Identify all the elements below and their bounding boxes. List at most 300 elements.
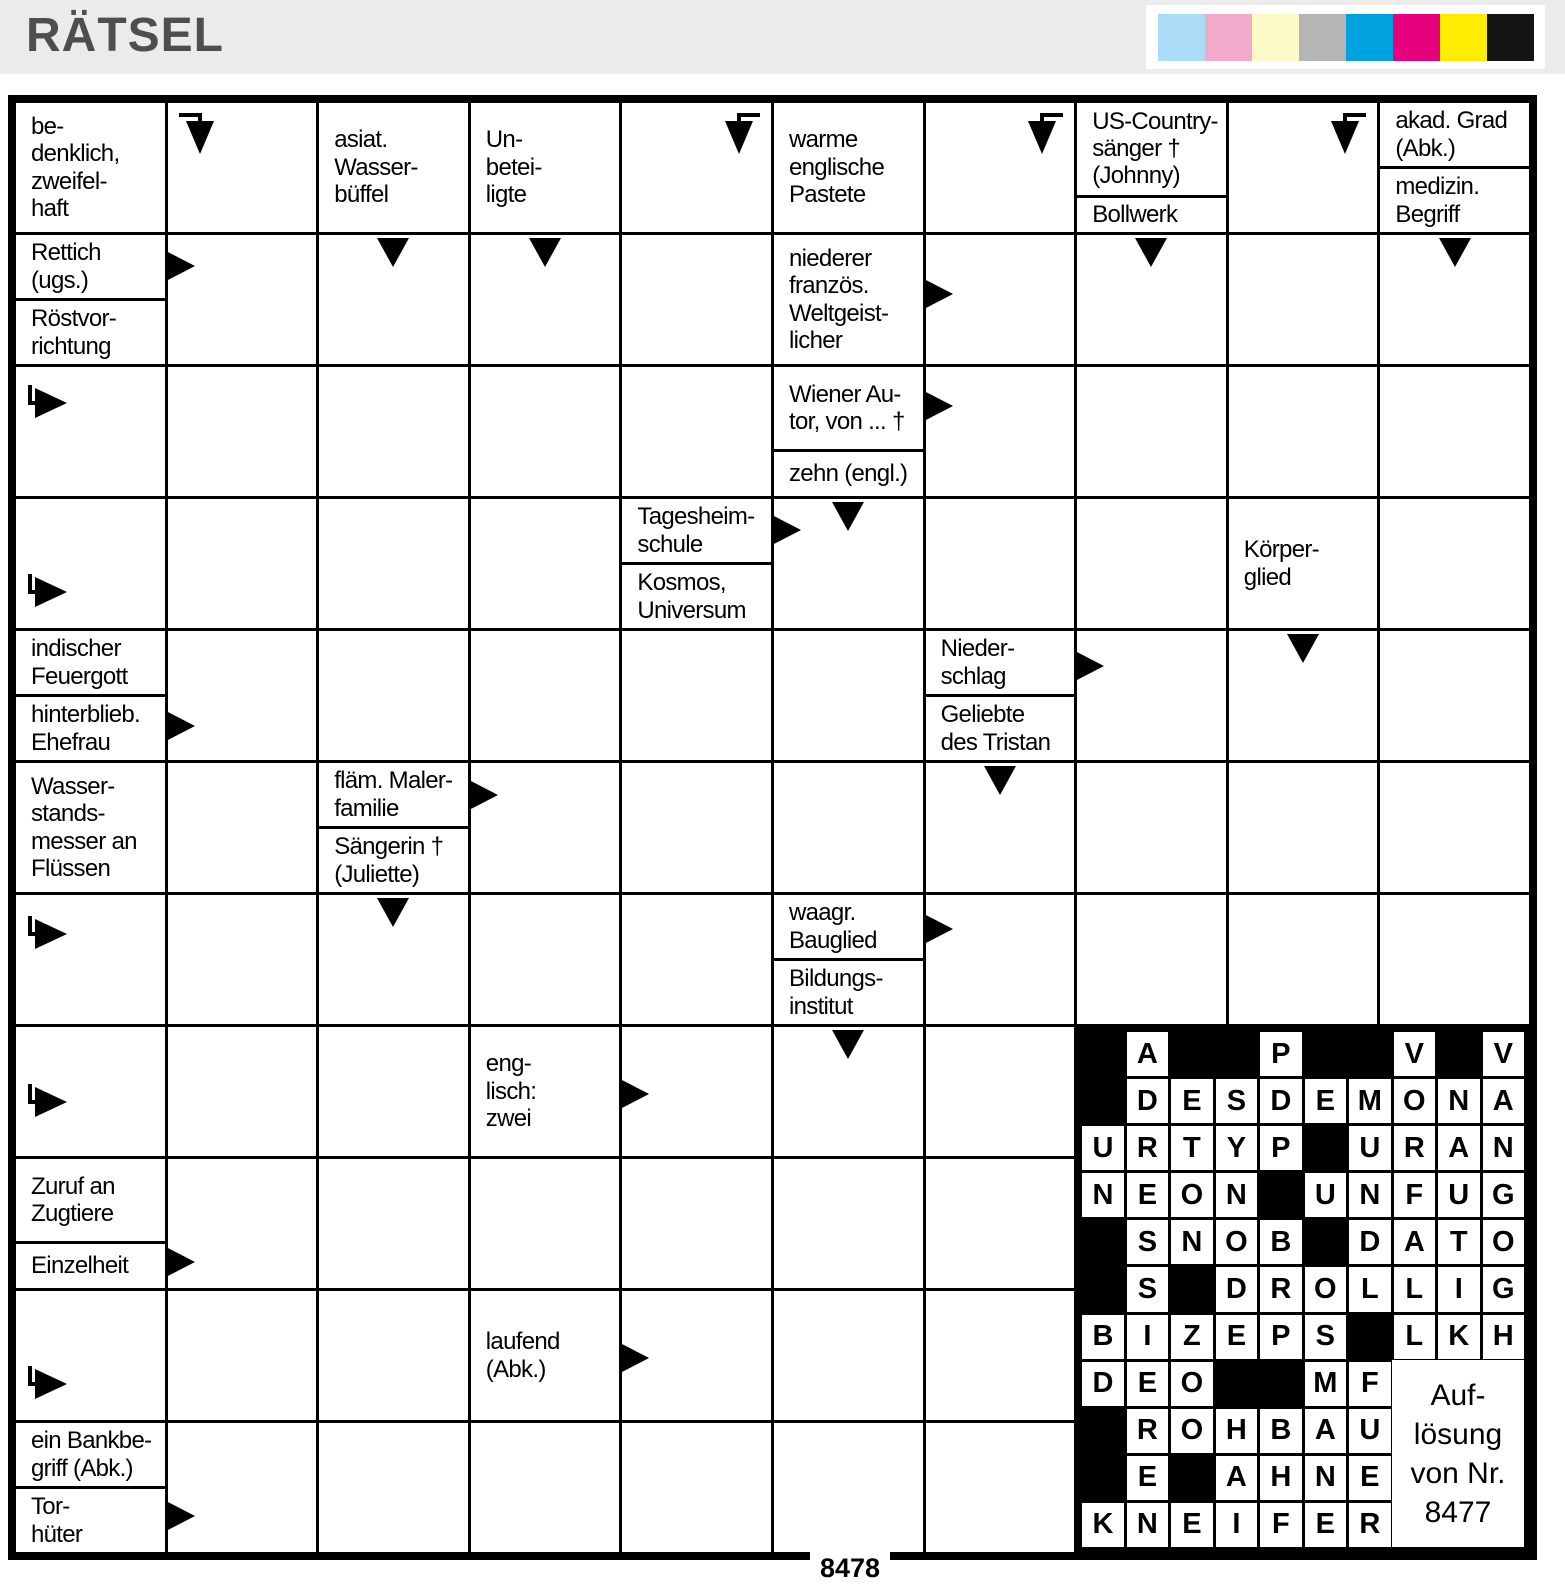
clue-part bbox=[774, 367, 923, 449]
clue-part bbox=[926, 694, 1075, 760]
clue-part bbox=[16, 103, 165, 232]
solution-letter-r2c10: A bbox=[1483, 1079, 1524, 1123]
clue-cell-r1c3 bbox=[319, 103, 468, 232]
solution-letter-r3c8: R bbox=[1394, 1126, 1435, 1170]
clue-line: Wiener Au- bbox=[789, 380, 901, 408]
solution-black-cell bbox=[1438, 1032, 1479, 1076]
clue-line: Feuergott bbox=[31, 662, 128, 690]
clue-line: Tor- bbox=[31, 1493, 70, 1521]
solution-black-cell bbox=[1305, 1032, 1346, 1076]
answer-cell-r2c3[interactable] bbox=[319, 235, 468, 364]
clue-line: zweifel- bbox=[31, 167, 107, 195]
clue-line: (Abk.) bbox=[485, 1355, 546, 1383]
answer-cell-r7c9[interactable] bbox=[1229, 895, 1378, 1024]
clue-cell-r3c6 bbox=[774, 367, 923, 496]
color-bar-swatch bbox=[1393, 14, 1440, 61]
solution-letter-r9c5: B bbox=[1260, 1409, 1301, 1453]
answer-cell-r9c4[interactable] bbox=[471, 1159, 620, 1288]
solution-black-cell bbox=[1349, 1315, 1390, 1359]
clue-cell-r9c1 bbox=[16, 1159, 165, 1288]
solution-letter-r5c3: N bbox=[1171, 1220, 1212, 1264]
solution-letter-r6c4: D bbox=[1216, 1267, 1257, 1311]
solution-letter-r11c2: N bbox=[1127, 1503, 1168, 1547]
clue-part bbox=[774, 449, 923, 496]
answer-cell-r6c4[interactable] bbox=[471, 763, 620, 892]
arrow-down-icon bbox=[529, 238, 561, 267]
arrow-bend-right-icon bbox=[22, 913, 72, 955]
arrow-right-icon bbox=[772, 515, 801, 545]
solution-black-cell bbox=[1171, 1456, 1212, 1500]
solution-letter-r1c10: V bbox=[1483, 1032, 1524, 1076]
solution-letter-r3c4: Y bbox=[1216, 1126, 1257, 1170]
solution-letter-r4c4: N bbox=[1216, 1173, 1257, 1217]
clue-cell-r2c1 bbox=[16, 235, 165, 364]
answer-cell-r4c2[interactable] bbox=[168, 499, 317, 628]
clue-line: Bildungs- bbox=[789, 965, 883, 993]
answer-cell-r3c5[interactable] bbox=[622, 367, 771, 496]
color-bar-swatch bbox=[1346, 14, 1393, 61]
clue-line: waagr. bbox=[789, 899, 856, 927]
clue-line: Körper- bbox=[1243, 536, 1319, 564]
solution-letter-r5c9: T bbox=[1438, 1220, 1479, 1264]
answer-cell-r9c6[interactable] bbox=[774, 1159, 923, 1288]
solution-black-cell bbox=[1082, 1079, 1123, 1123]
solution-letter-r8c7: F bbox=[1349, 1362, 1390, 1406]
clue-part bbox=[16, 1241, 165, 1288]
solution-block bbox=[1077, 1027, 1529, 1552]
solution-note-line: von Nr. bbox=[1410, 1456, 1506, 1490]
solution-letter-r9c3: O bbox=[1171, 1409, 1212, 1453]
solution-letter-r5c2: S bbox=[1127, 1220, 1168, 1264]
answer-cell-r11c5[interactable] bbox=[622, 1423, 771, 1552]
solution-letter-r2c2: D bbox=[1127, 1079, 1168, 1123]
answer-cell-r6c5[interactable] bbox=[622, 763, 771, 892]
answer-cell-r1c9[interactable] bbox=[1229, 103, 1378, 232]
clue-line: glied bbox=[1243, 563, 1292, 591]
answer-cell-r2c8[interactable] bbox=[1077, 235, 1226, 364]
clue-cell-r1c6 bbox=[774, 103, 923, 232]
solution-letter-r10c5: H bbox=[1260, 1456, 1301, 1500]
solution-letter-r3c3: T bbox=[1171, 1126, 1212, 1170]
answer-cell-r5c9[interactable] bbox=[1229, 631, 1378, 760]
answer-cell-r4c1[interactable] bbox=[16, 499, 165, 628]
answer-cell-r10c1[interactable] bbox=[16, 1291, 165, 1420]
solution-black-cell bbox=[1216, 1032, 1257, 1076]
answer-cell-r6c9[interactable] bbox=[1229, 763, 1378, 892]
clue-part bbox=[16, 1486, 165, 1552]
solution-letter-r7c10: H bbox=[1483, 1315, 1524, 1359]
solution-letter-r7c1: B bbox=[1082, 1315, 1123, 1359]
solution-note-line: Auf- bbox=[1430, 1378, 1486, 1412]
arrow-bend-right-icon bbox=[22, 382, 72, 424]
clue-line: warme bbox=[789, 126, 858, 154]
solution-note-line: lösung bbox=[1413, 1417, 1503, 1451]
solution-letter-r9c4: H bbox=[1216, 1409, 1257, 1453]
answer-cell-r5c4[interactable] bbox=[471, 631, 620, 760]
solution-letter-r1c8: V bbox=[1394, 1032, 1435, 1076]
clue-part bbox=[926, 631, 1075, 694]
answer-cell-r4c8[interactable] bbox=[1077, 499, 1226, 628]
solution-letter-r8c6: M bbox=[1305, 1362, 1346, 1406]
clue-part bbox=[16, 298, 165, 364]
answer-cell-r5c8[interactable] bbox=[1077, 631, 1226, 760]
arrow-down-icon bbox=[832, 1030, 864, 1059]
clue-cell-r1c10 bbox=[1380, 103, 1529, 232]
clue-line: Ehefrau bbox=[31, 728, 111, 756]
clue-cell-r5c7 bbox=[926, 631, 1075, 760]
answer-cell-r3c10[interactable] bbox=[1380, 367, 1529, 496]
clue-line: (Juliette) bbox=[334, 860, 420, 888]
answer-cell-r4c7[interactable] bbox=[926, 499, 1075, 628]
clue-part bbox=[16, 631, 165, 694]
arrow-right-icon bbox=[166, 1501, 195, 1531]
answer-cell-r3c3[interactable] bbox=[319, 367, 468, 496]
clue-part bbox=[471, 1027, 620, 1156]
solution-letter-r10c6: N bbox=[1305, 1456, 1346, 1500]
clue-cell-r2c6 bbox=[774, 235, 923, 364]
answer-cell-r3c9[interactable] bbox=[1229, 367, 1378, 496]
answer-cell-r7c2[interactable] bbox=[168, 895, 317, 1024]
clue-cell-r1c1 bbox=[16, 103, 165, 232]
clue-part bbox=[622, 499, 771, 562]
solution-letter-r2c3: E bbox=[1171, 1079, 1212, 1123]
answer-cell-r4c6[interactable] bbox=[774, 499, 923, 628]
answer-cell-r8c6[interactable] bbox=[774, 1027, 923, 1156]
clue-line: Un- bbox=[485, 126, 523, 154]
answer-cell-r8c5[interactable] bbox=[622, 1027, 771, 1156]
clue-line: Bauglied bbox=[789, 926, 877, 954]
clue-line: des Tristan bbox=[940, 728, 1051, 756]
clue-cell-r7c6 bbox=[774, 895, 923, 1024]
clue-line: (Abk.) bbox=[1395, 134, 1456, 162]
answer-cell-r4c3[interactable] bbox=[319, 499, 468, 628]
answer-cell-r7c3[interactable] bbox=[319, 895, 468, 1024]
answer-cell-r7c7[interactable] bbox=[926, 895, 1075, 1024]
clue-cell-r6c1 bbox=[16, 763, 165, 892]
solution-letter-r9c7: U bbox=[1349, 1409, 1390, 1453]
solution-letter-r7c9: K bbox=[1438, 1315, 1479, 1359]
clue-line: Zuruf an bbox=[31, 1172, 115, 1200]
solution-letter-r4c1: N bbox=[1082, 1173, 1123, 1217]
answer-cell-r7c4[interactable] bbox=[471, 895, 620, 1024]
clue-line: Tagesheim- bbox=[637, 503, 755, 531]
clue-part bbox=[622, 562, 771, 628]
clue-line: Einzelheit bbox=[31, 1252, 129, 1280]
solution-letter-r6c2: S bbox=[1127, 1267, 1168, 1311]
answer-cell-r3c8[interactable] bbox=[1077, 367, 1226, 496]
solution-letter-r5c8: A bbox=[1394, 1220, 1435, 1264]
clue-cell-r10c4 bbox=[471, 1291, 620, 1420]
clue-line: stands- bbox=[31, 800, 105, 828]
clue-line: Bollwerk bbox=[1092, 201, 1178, 229]
clue-part bbox=[1077, 103, 1226, 195]
answer-cell-r9c5[interactable] bbox=[622, 1159, 771, 1288]
solution-letter-r2c9: N bbox=[1438, 1079, 1479, 1123]
clue-line: Wasser- bbox=[334, 153, 418, 181]
arrow-right-icon bbox=[924, 391, 953, 421]
solution-letter-r2c4: S bbox=[1216, 1079, 1257, 1123]
clue-line: hinterblieb. bbox=[31, 701, 141, 729]
clue-cell-r4c9 bbox=[1229, 499, 1378, 628]
solution-letter-r5c5: B bbox=[1260, 1220, 1301, 1264]
solution-letter-r4c7: N bbox=[1349, 1173, 1390, 1217]
clue-line: richtung bbox=[31, 332, 111, 360]
color-bars bbox=[1146, 5, 1545, 69]
answer-cell-r5c6[interactable] bbox=[774, 631, 923, 760]
puzzle-number: 8478 bbox=[810, 1550, 890, 1586]
arrow-right-icon bbox=[1075, 651, 1104, 681]
clue-part bbox=[774, 895, 923, 958]
answer-cell-r10c7[interactable] bbox=[926, 1291, 1075, 1420]
solution-letter-r3c10: N bbox=[1483, 1126, 1524, 1170]
solution-letter-r3c2: R bbox=[1127, 1126, 1168, 1170]
solution-letter-r10c4: A bbox=[1216, 1456, 1257, 1500]
arrow-down-icon bbox=[377, 238, 409, 267]
answer-cell-r3c7[interactable] bbox=[926, 367, 1075, 496]
solution-letter-r5c4: O bbox=[1216, 1220, 1257, 1264]
clue-part bbox=[1229, 499, 1378, 628]
clue-line: eng- bbox=[485, 1050, 532, 1078]
color-bar-swatch bbox=[1158, 14, 1205, 61]
answer-cell-r3c4[interactable] bbox=[471, 367, 620, 496]
answer-cell-r3c2[interactable] bbox=[168, 367, 317, 496]
answer-cell-r8c3[interactable] bbox=[319, 1027, 468, 1156]
answer-cell-r7c1[interactable] bbox=[16, 895, 165, 1024]
answer-cell-r10c6[interactable] bbox=[774, 1291, 923, 1420]
answer-cell-r1c5[interactable] bbox=[622, 103, 771, 232]
color-bar-swatch bbox=[1205, 14, 1252, 61]
answer-cell-r6c7[interactable] bbox=[926, 763, 1075, 892]
solution-letter-r7c6: S bbox=[1305, 1315, 1346, 1359]
solution-black-cell bbox=[1082, 1267, 1123, 1311]
crossword-grid bbox=[8, 95, 1537, 1560]
solution-black-cell bbox=[1082, 1220, 1123, 1264]
clue-line: Wasser- bbox=[31, 772, 115, 800]
answer-cell-r2c4[interactable] bbox=[471, 235, 620, 364]
arrow-right-icon bbox=[166, 711, 195, 741]
arrow-right-icon bbox=[924, 279, 953, 309]
arrow-bend-right-icon bbox=[22, 1081, 72, 1123]
answer-cell-r8c7[interactable] bbox=[926, 1027, 1075, 1156]
answer-cell-r2c7[interactable] bbox=[926, 235, 1075, 364]
answer-cell-r6c2[interactable] bbox=[168, 763, 317, 892]
answer-cell-r6c10[interactable] bbox=[1380, 763, 1529, 892]
arrow-right-icon bbox=[620, 1079, 649, 1109]
clue-line: Geliebte bbox=[940, 701, 1025, 729]
solution-letter-r3c7: U bbox=[1349, 1126, 1390, 1170]
arrow-right-icon bbox=[469, 780, 498, 810]
clue-line: indischer bbox=[31, 635, 121, 663]
answer-cell-r8c2[interactable] bbox=[168, 1027, 317, 1156]
answer-cell-r4c4[interactable] bbox=[471, 499, 620, 628]
solution-black-cell bbox=[1216, 1362, 1257, 1406]
solution-letter-r5c7: D bbox=[1349, 1220, 1390, 1264]
clue-line: Kosmos, bbox=[637, 569, 726, 597]
clue-part bbox=[1077, 195, 1226, 233]
clue-line: ein Bankbe- bbox=[31, 1427, 152, 1455]
solution-letter-r6c8: L bbox=[1394, 1267, 1435, 1311]
clue-line: Weltgeist- bbox=[789, 299, 889, 327]
arrow-down-icon bbox=[1439, 238, 1471, 267]
arrow-bend-right-icon bbox=[22, 1363, 72, 1405]
arrow-right-icon bbox=[924, 914, 953, 944]
answer-cell-r4c10[interactable] bbox=[1380, 499, 1529, 628]
arrow-down-icon bbox=[1135, 238, 1167, 267]
clue-line: akad. Grad bbox=[1395, 107, 1508, 135]
solution-black-cell bbox=[1171, 1267, 1212, 1311]
clue-line: sänger † bbox=[1092, 135, 1180, 163]
clue-cell-r8c4 bbox=[471, 1027, 620, 1156]
clue-cell-r11c1 bbox=[16, 1423, 165, 1552]
solution-black-cell bbox=[1305, 1126, 1346, 1170]
answer-cell-r11c4[interactable] bbox=[471, 1423, 620, 1552]
color-bar-swatch bbox=[1440, 14, 1487, 61]
solution-letter-r6c5: R bbox=[1260, 1267, 1301, 1311]
solution-note-line: 8477 bbox=[1424, 1495, 1492, 1529]
answer-cell-r7c10[interactable] bbox=[1380, 895, 1529, 1024]
solution-letter-r2c7: M bbox=[1349, 1079, 1390, 1123]
answer-cell-r9c7[interactable] bbox=[926, 1159, 1075, 1288]
solution-letter-r7c8: L bbox=[1394, 1315, 1435, 1359]
clue-cell-r6c3 bbox=[319, 763, 468, 892]
solution-letter-r6c9: I bbox=[1438, 1267, 1479, 1311]
solution-black-cell bbox=[1305, 1220, 1346, 1264]
solution-letter-r8c1: D bbox=[1082, 1362, 1123, 1406]
answer-cell-r6c8[interactable] bbox=[1077, 763, 1226, 892]
answer-cell-r9c3[interactable] bbox=[319, 1159, 468, 1288]
solution-letter-r11c4: I bbox=[1216, 1503, 1257, 1547]
answer-cell-r9c2[interactable] bbox=[168, 1159, 317, 1288]
solution-letter-r7c4: E bbox=[1216, 1315, 1257, 1359]
arrow-down-icon bbox=[377, 898, 409, 927]
solution-letter-r7c2: I bbox=[1127, 1315, 1168, 1359]
clue-part bbox=[774, 103, 923, 232]
solution-letter-r11c3: E bbox=[1171, 1503, 1212, 1547]
clue-line: (ugs.) bbox=[31, 266, 89, 294]
clue-line: lisch: bbox=[485, 1077, 537, 1105]
solution-letter-r4c3: O bbox=[1171, 1173, 1212, 1217]
clue-line: Flüssen bbox=[31, 854, 111, 882]
solution-letter-r1c5: P bbox=[1260, 1032, 1301, 1076]
solution-letter-r6c7: L bbox=[1349, 1267, 1390, 1311]
solution-letter-r9c6: A bbox=[1305, 1409, 1346, 1453]
answer-cell-r10c5[interactable] bbox=[622, 1291, 771, 1420]
clue-cell-r1c8 bbox=[1077, 103, 1226, 232]
clue-part bbox=[16, 235, 165, 298]
answer-cell-r5c5[interactable] bbox=[622, 631, 771, 760]
answer-cell-r5c2[interactable] bbox=[168, 631, 317, 760]
answer-cell-r1c2[interactable] bbox=[168, 103, 317, 232]
clue-part bbox=[774, 958, 923, 1024]
arrow-bend-down-icon bbox=[176, 107, 218, 157]
clue-part bbox=[319, 763, 468, 826]
answer-cell-r11c2[interactable] bbox=[168, 1423, 317, 1552]
answer-cell-r6c6[interactable] bbox=[774, 763, 923, 892]
clue-part bbox=[319, 826, 468, 892]
color-bar-swatch bbox=[1299, 14, 1346, 61]
clue-part bbox=[16, 763, 165, 892]
clue-line: französ. bbox=[789, 272, 869, 300]
solution-letter-r3c5: P bbox=[1260, 1126, 1301, 1170]
answer-cell-r5c3[interactable] bbox=[319, 631, 468, 760]
answer-cell-r11c3[interactable] bbox=[319, 1423, 468, 1552]
solution-letter-r4c10: G bbox=[1483, 1173, 1524, 1217]
clue-line: ligte bbox=[485, 181, 527, 209]
solution-letter-r4c2: E bbox=[1127, 1173, 1168, 1217]
clue-line: (Johnny) bbox=[1092, 162, 1180, 190]
solution-black-cell bbox=[1260, 1362, 1301, 1406]
answer-cell-r7c8[interactable] bbox=[1077, 895, 1226, 1024]
solution-letter-r3c9: A bbox=[1438, 1126, 1479, 1170]
solution-letter-r2c6: E bbox=[1305, 1079, 1346, 1123]
answer-cell-r2c9[interactable] bbox=[1229, 235, 1378, 364]
clue-line: fläm. Maler- bbox=[334, 767, 453, 795]
answer-cell-r8c1[interactable] bbox=[16, 1027, 165, 1156]
clue-line: denklich, bbox=[31, 140, 120, 168]
clue-line: schlag bbox=[940, 662, 1006, 690]
solution-letter-r11c1: K bbox=[1082, 1503, 1123, 1547]
clue-part bbox=[471, 103, 620, 232]
clue-line: laufend bbox=[485, 1328, 560, 1356]
clue-line: Röstvor- bbox=[31, 305, 117, 333]
arrow-right-icon bbox=[166, 251, 195, 281]
color-bar-swatch bbox=[1487, 14, 1534, 61]
clue-line: familie bbox=[334, 794, 399, 822]
clue-line: hüter bbox=[31, 1520, 83, 1548]
solution-black-cell bbox=[1260, 1173, 1301, 1217]
solution-letter-r8c3: O bbox=[1171, 1362, 1212, 1406]
clue-line: asiat. bbox=[334, 126, 388, 154]
clue-line: Nieder- bbox=[940, 635, 1015, 663]
solution-letter-r11c7: R bbox=[1349, 1503, 1390, 1547]
clue-line: zwei bbox=[485, 1105, 532, 1133]
answer-cell-r2c10[interactable] bbox=[1380, 235, 1529, 364]
clue-part bbox=[16, 1423, 165, 1486]
clue-line: institut bbox=[789, 992, 853, 1020]
clue-line: Begriff bbox=[1395, 200, 1460, 228]
clue-line: Universum bbox=[637, 596, 746, 624]
solution-letter-r6c6: O bbox=[1305, 1267, 1346, 1311]
clue-part bbox=[16, 694, 165, 760]
clue-part bbox=[1380, 103, 1529, 166]
solution-black-cell bbox=[1171, 1032, 1212, 1076]
clue-line: englische bbox=[789, 153, 885, 181]
clue-line: schule bbox=[637, 530, 703, 558]
answer-cell-r3c1[interactable] bbox=[16, 367, 165, 496]
arrow-bend-down-icon bbox=[1024, 107, 1066, 157]
answer-cell-r10c3[interactable] bbox=[319, 1291, 468, 1420]
answer-cell-r11c7[interactable] bbox=[926, 1423, 1075, 1552]
arrow-bend-down-icon bbox=[1327, 107, 1369, 157]
answer-cell-r10c2[interactable] bbox=[168, 1291, 317, 1420]
solution-letter-r2c5: D bbox=[1260, 1079, 1301, 1123]
solution-letter-r3c1: U bbox=[1082, 1126, 1123, 1170]
arrow-bend-down-icon bbox=[721, 107, 763, 157]
clue-line: haft bbox=[31, 194, 69, 222]
answer-cell-r5c10[interactable] bbox=[1380, 631, 1529, 760]
answer-cell-r1c7[interactable] bbox=[926, 103, 1075, 232]
answer-cell-r2c2[interactable] bbox=[168, 235, 317, 364]
solution-letter-r4c9: U bbox=[1438, 1173, 1479, 1217]
solution-letter-r4c6: U bbox=[1305, 1173, 1346, 1217]
page-title: RÄTSEL bbox=[26, 9, 224, 62]
arrow-right-icon bbox=[620, 1343, 649, 1373]
clue-cell-r1c4 bbox=[471, 103, 620, 232]
answer-cell-r2c5[interactable] bbox=[622, 235, 771, 364]
clue-part bbox=[16, 1159, 165, 1241]
answer-cell-r7c5[interactable] bbox=[622, 895, 771, 1024]
answer-cell-r11c6[interactable] bbox=[774, 1423, 923, 1552]
